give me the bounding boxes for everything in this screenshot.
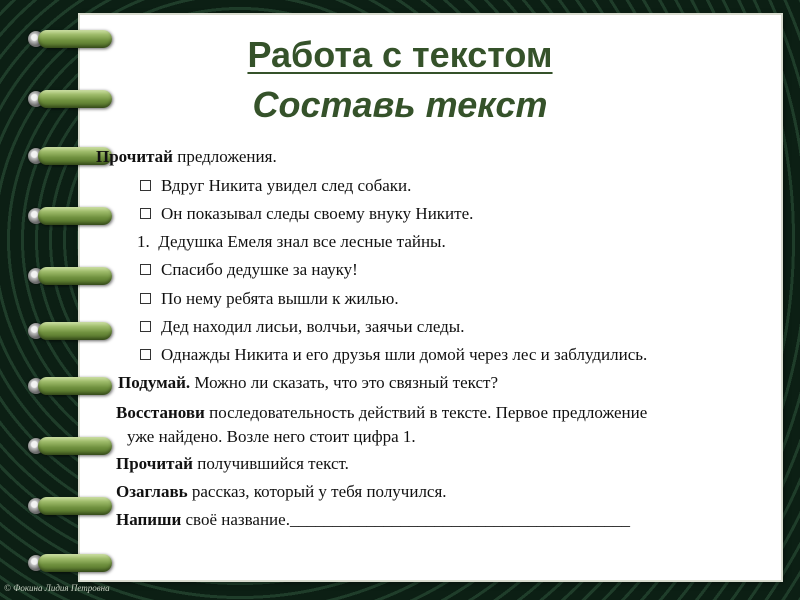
square-bullet-icon bbox=[140, 180, 151, 191]
sentence-item: Спасибо дедушке за науку! bbox=[140, 259, 358, 281]
task-think: Подумай. Можно ли сказать, что это связный текст? bbox=[118, 373, 499, 392]
binding-ring bbox=[28, 318, 112, 344]
binding-ring bbox=[28, 203, 112, 229]
binding-ring bbox=[28, 373, 112, 399]
sentence-item: Однажды Никита и его друзья шли домой через лес и заблудились. bbox=[140, 344, 647, 366]
sentence-number: 1. bbox=[137, 232, 150, 251]
slide-title: Работа с текстом bbox=[247, 34, 553, 75]
answer-blank-line[interactable]: ________________________________________ bbox=[289, 510, 630, 529]
slide-subtitle: Составь текст bbox=[252, 84, 548, 125]
sentence-item-numbered: 1. Дедушка Емеля знал все лесные тайны. bbox=[137, 232, 446, 251]
square-bullet-icon bbox=[140, 208, 151, 219]
square-bullet-icon bbox=[140, 321, 151, 332]
task-restore: Восстанови последовательность действий в тексте. Первое предложение bbox=[116, 403, 648, 422]
square-bullet-icon bbox=[140, 293, 151, 304]
task-entitle: Озаглавь рассказ, который у тебя получился. bbox=[116, 482, 447, 501]
binding-ring bbox=[28, 263, 112, 289]
binding-ring bbox=[28, 550, 112, 576]
task-read: Прочитай получившийся текст. bbox=[116, 454, 349, 473]
square-bullet-icon bbox=[140, 349, 151, 360]
intro-bold: Прочитай bbox=[96, 147, 173, 166]
sentence-item: Вдруг Никита увидел след собаки. bbox=[140, 175, 411, 197]
author-credit: © Фокина Лидия Петровна bbox=[4, 583, 110, 593]
binding-ring bbox=[28, 433, 112, 459]
sentence-item: Он показывал следы своему внуку Никите. bbox=[140, 203, 473, 225]
task-restore-continued: уже найдено. Возле него стоит цифра 1. bbox=[127, 427, 416, 446]
intro-instruction bbox=[96, 146, 277, 168]
sentence-item: Дед находил лисьи, волчьи, заячьи следы. bbox=[140, 316, 464, 338]
intro-text: предложения. bbox=[172, 147, 277, 166]
task-write: Напиши своё название.________________________________________ bbox=[116, 510, 630, 529]
binding-ring bbox=[28, 493, 112, 519]
square-bullet-icon bbox=[140, 264, 151, 275]
sentence-item: По нему ребята вышли к жилью. bbox=[140, 288, 399, 310]
